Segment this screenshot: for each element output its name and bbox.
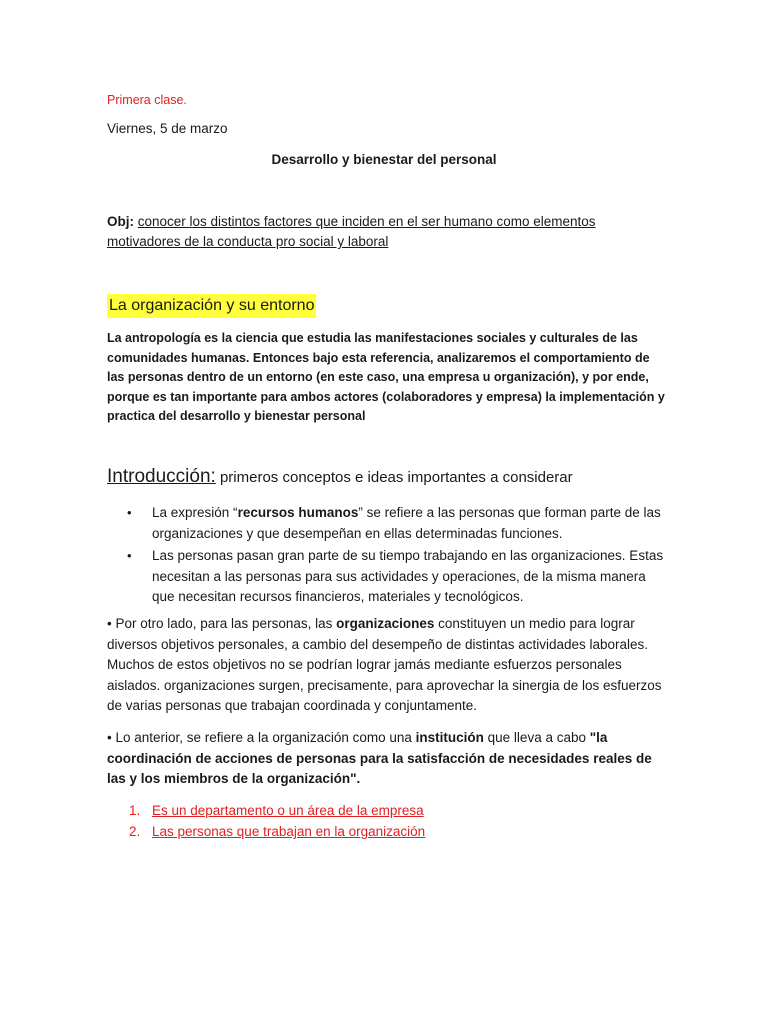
anthropology-text-b: analizaremos el comportamiento de las personas dentro de un entorno [107, 350, 650, 384]
institution-paragraph [107, 728, 667, 790]
objective-paragraph [107, 212, 667, 252]
list-item [107, 821, 667, 842]
anterior-text-b: institución [415, 730, 484, 745]
section-heading-organization: La organización y su entorno [107, 294, 316, 318]
list-item [107, 800, 667, 821]
document-title: Desarrollo y bienestar del personal [271, 152, 497, 167]
first-class-label: Primera clase. [107, 93, 187, 107]
bullet1-text-b: recursos humanos [237, 505, 359, 520]
anterior-text-c: que lleva a cabo [483, 730, 590, 745]
otro-text-a: • Por otro lado, para las personas, las [107, 616, 337, 631]
list-item [107, 546, 667, 608]
otro-text-c: constituyen un medio para lograr diversos objetivos personales, a cambio del desempeño de distintas actividades laborales. Muchos de estos objetivos no se podrían lograr jamás mediante esfuerzos personales aislados. organizaciones surgen, precisamente, para aprovechar la sinergia de los esfuerzos de varias personas que trabajan coordinada y conjuntamente. [107, 616, 662, 713]
list-number: 1. [129, 803, 141, 818]
list-number: 2. [129, 824, 141, 839]
intro-heading [107, 466, 687, 488]
bullet-icon: • [127, 548, 132, 563]
date-line: Viernes, 5 de marzo [107, 121, 228, 136]
anterior-text-a: • Lo anterior, se refiere a la organización como una [107, 730, 416, 745]
otro-text-b: organizaciones [336, 616, 435, 631]
list-item-text: Las personas que trabajan en la organización [152, 824, 426, 839]
bullet2-text: Las personas pasan gran parte de su tiempo trabajando en las organizaciones. Estas necesitan a las personas para sus actividades y operaciones, de la misma manera que necesitan recursos financieros, materiales y tecnológicos. [152, 548, 664, 604]
anthropology-paragraph [107, 329, 667, 427]
anterior-text-d: "la coordinación de acciones de personas para la satisfacción de necesidades reales de las y los miembros de la organización". [107, 730, 652, 786]
bullet-icon: • [127, 505, 132, 520]
objective-label: Obj: [107, 214, 134, 229]
objective-text: conocer los distintos factores que inciden en el ser humano como elementos motivadores de la conducta pro social y laboral [107, 214, 596, 249]
list-item [107, 503, 667, 544]
numbered-list [107, 800, 667, 842]
bullet-list [107, 503, 667, 610]
intro-subtitle: primeros conceptos e ideas importantes a considerar [215, 469, 573, 486]
anthropology-text-a: La antropología es la ciencia que estudia las manifestaciones sociales y culturales de las comunidades humanas. Entonces bajo esta referencia, [107, 331, 638, 365]
other-side-paragraph [107, 614, 667, 717]
bullet1-text-a: La expresión “ [152, 505, 238, 520]
list-item-text: Es un departamento o un área de la empresa [152, 803, 424, 818]
intro-title: Introducción: [107, 466, 216, 487]
anthropology-text-c: (en este caso, una empresa u organización), y por ende, porque es tan importante para ambos actores (colaboradores y empresa) la implementación y practica del desarrollo y bienestar personal [107, 370, 665, 423]
bullet1-text-c: ” se refiere a las personas que forman parte de las organizaciones y que desempeñan en ellas determinadas funciones. [152, 505, 661, 541]
